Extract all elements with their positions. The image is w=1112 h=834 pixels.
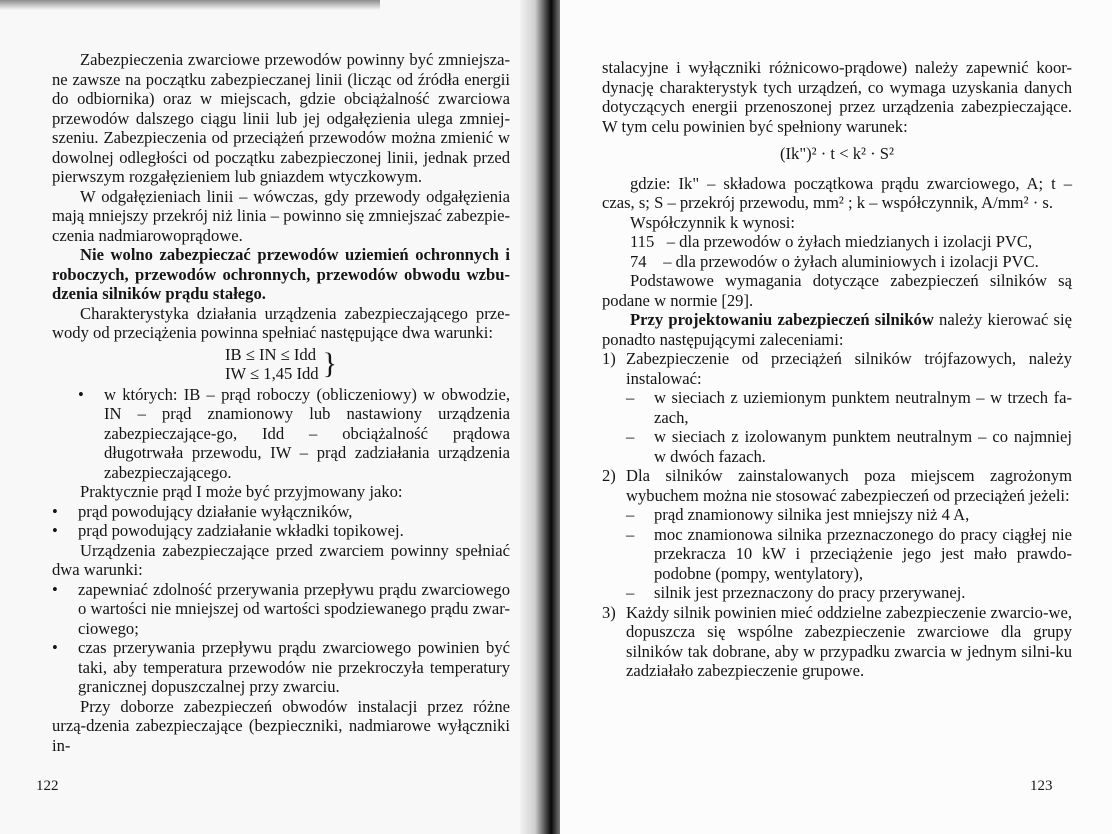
dash-item: – silnik jest przeznaczony do pracy przerywanej.	[602, 583, 1072, 603]
overload-conditions-formula	[52, 345, 510, 383]
numbered-item	[602, 603, 1072, 681]
paragraph: gdzie: Ik" – składowa początkowa prądu zwarciowego, A; t – czas, s; S – przekrój przewodu, mm² ; k – współczynnik, A/mm² · s.	[602, 173, 1072, 212]
paragraph: W odgałęzieniach linii – wówczas, gdy przewody odgałęzienia mają mniejszy przekrój niż linia – powinno się zmniejszać zabezpie-czenia nadmiarowoprądowe.	[52, 186, 510, 245]
left-page	[0, 0, 540, 834]
dash-item: – w sieciach z izolowanym punktem neutralnym – co najmniej w dwóch fazach.	[602, 427, 1072, 466]
formula-line-1: IB ≤ IN ≤ Idd	[224, 344, 317, 364]
energy-formula: (Ik")² · t < k² · S²	[779, 144, 894, 163]
left-page-text	[52, 50, 510, 755]
item-number: 1)	[602, 349, 616, 368]
item-number: 3)	[602, 602, 616, 622]
paragraph: Podstawowe wymagania dotyczące zabezpieczeń silników są podane w normie [29].	[602, 271, 1072, 310]
paragraph: Praktycznie prąd I może być przyjmowany jako:	[80, 482, 403, 501]
bold-warning-text: Nie wolno zabezpieczać przewodów uziemień ochronnych i roboczych, przewodów ochronnych, przewodów obwodu wzbu-dzenia silników prądu stałego.	[52, 245, 510, 303]
numbered-item	[602, 466, 1072, 505]
numbered-item	[602, 349, 1072, 388]
design-bold: Przy projektowaniu zabezpieczeń silników	[630, 310, 934, 329]
page-number: 123	[1030, 778, 1053, 794]
coefficient-line: 74 – dla przewodów o żyłach aluminiowych i izolacji PVC.	[630, 251, 1039, 271]
list-item: • czas przerywania przepływu prądu zwarciowego powinien być taki, aby temperatura przewodów nie przekroczyła temperatury granicznej dopuszczalnej przy zwarciu.	[52, 638, 510, 697]
formula-lines	[225, 345, 319, 383]
dash-item: – moc znamionowa silnika przeznaczonego do pracy ciągłej nie przekracza 10 kW i przeciążenie jego jest mało prawdo-podobne (pompy, wentylatory),	[602, 525, 1072, 584]
page-number: 122	[36, 778, 59, 794]
paragraph: Współczynnik k wynosi:	[630, 212, 795, 232]
right-page	[560, 0, 1112, 834]
coefficient-line: 115 – dla przewodów o żyłach miedzianych i izolacji PVC,	[630, 232, 1033, 251]
list-item: • prąd powodujący działanie wyłączników,	[52, 502, 510, 522]
definitions-bullet: • w których: IB – prąd roboczy (obliczeniowy) w obwodzie, IN – prąd znamionowy lub nastawiony urządzenia zabezpieczające-go, Idd – obciążalność prądowa długotrwała przewodu, IW – prąd zadziałania urządzenia zabezpieczającego.	[78, 385, 510, 483]
item-number: 2)	[602, 466, 616, 485]
list-item: • prąd powodujący zadziałanie wkładki topikowej.	[52, 521, 510, 541]
scan-shadow	[0, 0, 380, 10]
bold-warning	[52, 245, 510, 304]
design-rest: należy kierować się ponadto następującymi zaleceniami:	[602, 310, 1072, 349]
paragraph: Charakterystyka działania urządzenia zabezpieczającego prze-wody od przeciążenia powinna spełniać następujące dwa warunki:	[52, 303, 510, 342]
item-text: Dla silników zainstalowanych poza miejscem zagrożonym wybuchem można nie stosować zabezpieczeń od przeciążeń jeżeli:	[626, 466, 1072, 505]
paragraph: Zabezpieczenia zwarciowe przewodów powinny być zmniejsza-ne zawsze na początku zabezpieczanej linii (licząc od źródła energii do odbiornika) oraz w miejscach, gdzie obciążalność zwarciowa przewodów dalszego ciągu linii lub jej odgałęzienia ulega zmniej-szeniu. Zabezpieczenia od przeciążeń przewodów można zmienić w dowolnej odległości od początku zabezpieczonej linii, jednak przed pierwszym rozgałęzieniem lub gniazdem wtyczkowym.	[52, 50, 510, 186]
paragraph: Urządzenia zabezpieczające przed zwarciem powinny spełniać dwa warunki:	[52, 540, 510, 579]
list-item: • zapewniać zdolność przerywania przepływu prądu zwarciowego o wartości nie mniejszej od wartości spodziewanego prądu zwar-ciowego;	[52, 580, 510, 639]
paragraph: Przy doborze zabezpieczeń obwodów instalacji przez różne urzą-dzenia zabezpieczające (bezpieczniki, nadmiarowe wyłączniki in-	[52, 696, 510, 755]
dash-item: – prąd znamionowy silnika jest mniejszy niż 4 A,	[602, 505, 1072, 525]
item-text: Każdy silnik powinien mieć oddzielne zabezpieczenie zwarcio-we, dopuszcza się wspólne zabezpieczenie zwarciowe dla grupy silników tak dobrane, aby w przypadku zwarcia w jednym silni-ku zadziałało zabezpieczenie grupowe.	[626, 602, 1072, 680]
item-text: Zabezpieczenie od przeciążeń silników trójfazowych, należy instalować:	[626, 349, 1072, 388]
paragraph: stalacyjne i wyłączniki różnicowo-prądowe) należy zapewnić koor-dynację charakterystyk tych urządzeń, co wymaga uzyskania danych dotyczących energii przenoszonej przez urządzenia zabezpieczające. W tym celu powinien być spełniony warunek:	[602, 58, 1072, 136]
right-page-text	[602, 58, 1072, 681]
formula-line-2: IW ≤ 1,45 Idd	[224, 363, 319, 383]
formula-brace: }	[322, 346, 337, 380]
dash-item: – w sieciach z uziemionym punktem neutralnym – w trzech fa-zach,	[602, 388, 1072, 427]
design-paragraph	[602, 310, 1072, 349]
